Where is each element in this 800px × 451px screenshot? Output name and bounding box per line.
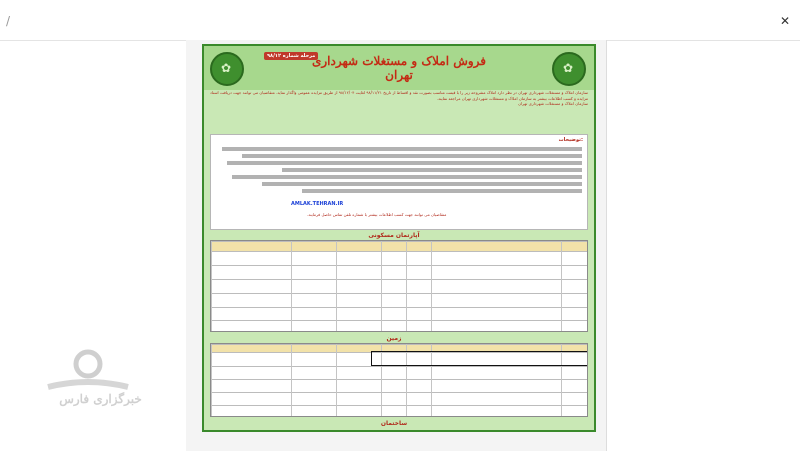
table-column: [561, 241, 588, 331]
section-title-residential: آپارتمان مسکونی: [368, 232, 420, 239]
text-line: [222, 147, 582, 151]
table-column: [211, 344, 291, 416]
browser-toolbar: [0, 0, 800, 41]
table-column: [291, 241, 336, 331]
text-line: [227, 161, 582, 165]
watermark-emblem-icon: [38, 342, 168, 422]
section-title-land: زمین: [386, 335, 402, 342]
table-column: [211, 241, 291, 331]
newspaper-ad: [202, 44, 596, 432]
viewer-divider-horizontal: [620, 40, 800, 41]
highlight-box: [371, 351, 588, 366]
intro-paragraph: سازمان املاک و مستغلات شهرداری تهران در نظر دارد املاک مشروحه زیر را با قیمت مناسب بصورت نقد و اقساط از تاریخ ۹۸/۱۱/۲۱ لغایت ۹۸/۱۲/۰۴ از طریق مزایده عمومی واگذار نماید. متقاضیان می توانند جهت دریافت اسناد مزایده و کسب اطلاعات بیشتر به سازمان املاک و مستغلات شهرداری تهران مراجعه نمایند.: [210, 90, 588, 101]
section-title-building: ساختمان: [380, 420, 408, 427]
viewer-divider: [606, 40, 607, 451]
table-residential: [210, 240, 588, 332]
emblem-right-icon: ✿: [552, 52, 586, 86]
notes-hint: متقاضیان می توانند جهت کسب اطلاعات بیشتر با شماره تلفن تماس حاصل فرمایند.: [307, 212, 447, 217]
close-icon[interactable]: ✕: [779, 14, 790, 28]
ad-signature: سازمان املاک و مستغلات شهرداری تهران: [518, 101, 588, 107]
stage-badge: مرحله شماره ۹۸/۱۲: [264, 52, 318, 60]
notes-box: [210, 134, 588, 230]
website-link[interactable]: AMLAK.TEHRAN.IR: [291, 201, 344, 207]
table-column: [336, 241, 381, 331]
edge-mark-icon: /: [6, 14, 11, 28]
text-line: [262, 182, 582, 186]
table-column: [291, 344, 336, 416]
text-line: [302, 189, 582, 193]
text-line: [242, 154, 582, 158]
ad-title: فروش املاک و مستغلات شهرداری تهران: [311, 54, 487, 82]
ad-header: [204, 46, 594, 90]
table-column: [431, 241, 561, 331]
notes-heading: توضیحات:: [558, 137, 583, 143]
text-line: [282, 168, 582, 172]
table-land: [210, 343, 588, 417]
table-column: [381, 241, 406, 331]
ad-intro-text: [210, 90, 588, 132]
table-column: [406, 241, 431, 331]
watermark-logo: [38, 342, 168, 422]
watermark-text: خبرگزاری فارس: [59, 392, 142, 406]
emblem-left-icon: ✿: [210, 52, 244, 86]
text-line: [232, 175, 582, 179]
